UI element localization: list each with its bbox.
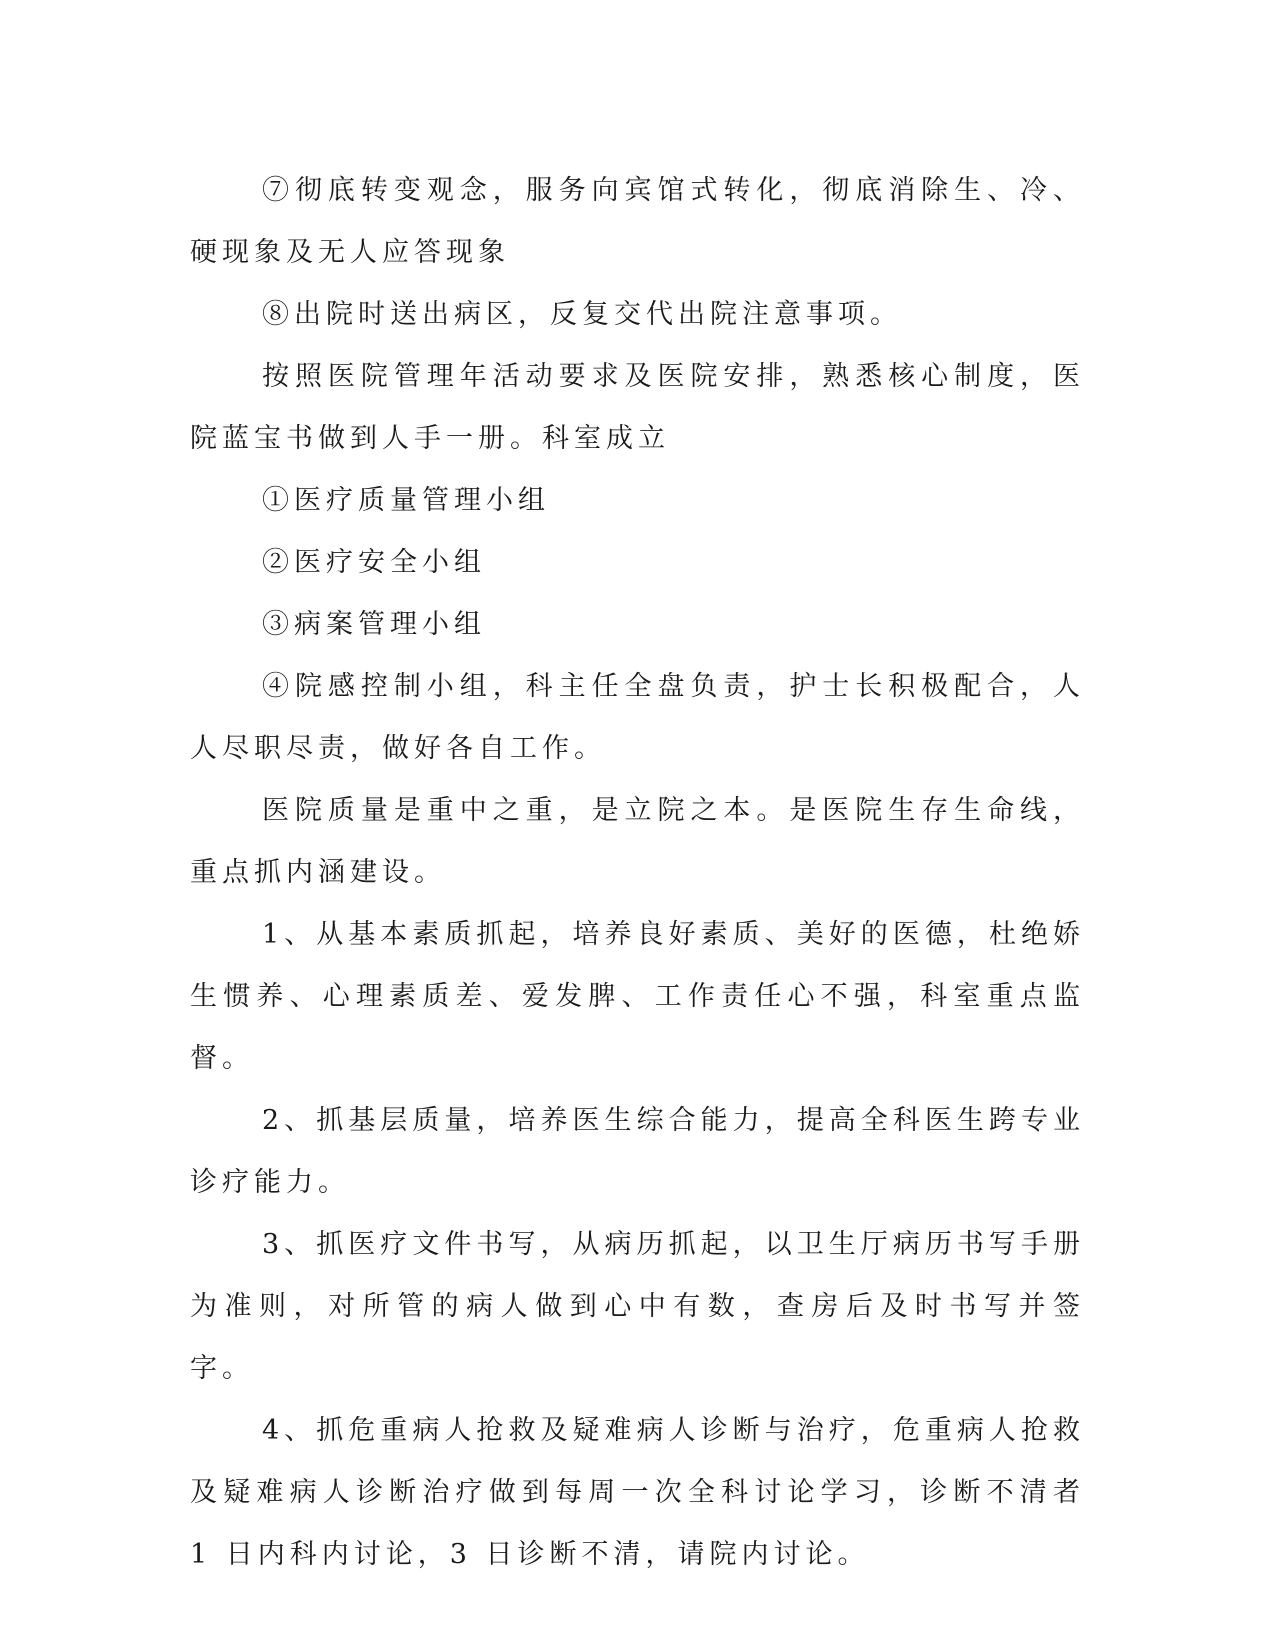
- document-body: [190, 160, 1085, 1586]
- paragraph-point-3: 3、抓医疗文件书写，从病历抓起，以卫生厅病历书写手册为准则，对所管的病人做到心中有数，查房后及时书写并签字。: [190, 1229, 1085, 1384]
- paragraph-point-4: 4、抓危重病人抢救及疑难病人诊断与治疗，危重病人抢救及疑难病人诊断治疗做到每周一次全科讨论学习，诊断不清者 1 日内科内讨论，3 日诊断不清，请院内讨论。: [190, 1415, 1085, 1570]
- paragraph-item-8: ⑧出院时送出病区，反复交代出院注意事项。: [262, 299, 902, 330]
- paragraph-group-1: ①医疗质量管理小组: [262, 485, 550, 516]
- paragraph-group-4: ④院感控制小组，科主任全盘负责，护士长积极配合，人人尽职尽责，做好各自工作。: [190, 671, 1085, 764]
- paragraph-item-7: ⑦彻底转变观念，服务向宾馆式转化，彻底消除生、冷、硬现象及无人应答现象: [190, 175, 1085, 268]
- paragraph-management-year: 按照医院管理年活动要求及医院安排，熟悉核心制度，医院蓝宝书做到人手一册。科室成立: [190, 361, 1085, 454]
- paragraph-point-2: 2、抓基层质量，培养医生综合能力，提高全科医生跨专业诊疗能力。: [190, 1105, 1085, 1198]
- paragraph-point-1: 1、从基本素质抓起，培养良好素质、美好的医德，杜绝娇生惯养、心理素质差、爱发脾、工作责任心不强，科室重点监督。: [190, 919, 1085, 1074]
- paragraph-group-2: ②医疗安全小组: [262, 547, 486, 578]
- paragraph-group-3: ③病案管理小组: [262, 609, 486, 640]
- paragraph-quality: 医院质量是重中之重，是立院之本。是医院生存生命线，重点抓内涵建设。: [190, 795, 1085, 888]
